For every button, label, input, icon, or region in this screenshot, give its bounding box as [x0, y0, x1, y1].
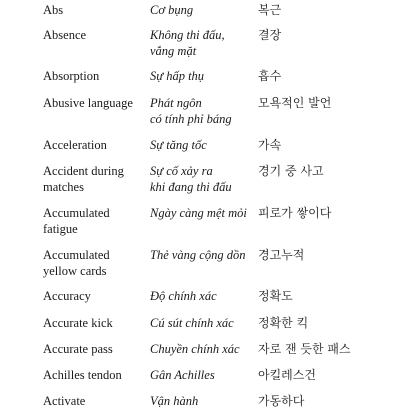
korean-term: 가속 [258, 138, 282, 152]
english-term: Accident during matches [43, 164, 124, 194]
english-term: Accurate pass [43, 342, 113, 356]
english-term: Acceleration [43, 138, 107, 152]
english-term: Absence [43, 28, 87, 42]
vietnamese-term: Gân Achilles [150, 368, 215, 382]
english-term: Accumulated yellow cards [43, 248, 110, 278]
korean-term: 흡수 [258, 69, 282, 83]
english-term: Absorption [43, 69, 100, 83]
korean-term: 결장 [258, 28, 282, 42]
korean-term: 정확도 [258, 289, 293, 303]
english-term: Accuracy [43, 289, 91, 303]
korean-term: 피로가 쌓이다 [258, 206, 332, 220]
vietnamese-term: Cú sút chính xác [150, 316, 234, 330]
vietnamese-term: Thẻ vàng cộng dồn [150, 248, 246, 262]
vietnamese-term: Ngày càng mệt mỏi [150, 206, 247, 220]
korean-term: 경고누적 [258, 248, 305, 262]
vietnamese-term: Độ chính xác [150, 289, 217, 303]
korean-term: 아킬레스건 [258, 368, 316, 382]
english-term: Accumulated fatigue [43, 206, 110, 236]
korean-term: 정확한 킥 [258, 316, 309, 330]
vietnamese-term: Sự cố xảy ra khi đang thi đấu [150, 164, 232, 194]
english-term: Abs [43, 3, 64, 17]
korean-term: 자로 잰 듯한 패스 [258, 342, 351, 356]
vietnamese-term: Cơ bụng [150, 3, 194, 17]
english-term: Abusive language [43, 96, 133, 110]
korean-term: 가동하다 [258, 394, 305, 408]
vietnamese-term: Phát ngôn có tính phỉ báng [150, 96, 232, 126]
vietnamese-term: Vận hành [150, 394, 199, 408]
vietnamese-term: Sự hấp thụ [150, 69, 205, 83]
korean-term: 복근 [258, 3, 282, 17]
english-term: Achilles tendon [43, 368, 122, 382]
vietnamese-term: Không thi đấu, vắng mặt [150, 28, 225, 58]
english-term: Accurate kick [43, 316, 113, 330]
korean-term: 모욕적인 발언 [258, 96, 332, 110]
korean-term: 경기 중 사고 [258, 164, 324, 178]
vietnamese-term: Sự tăng tốc [150, 138, 207, 152]
vietnamese-term: Chuyền chính xác [150, 342, 240, 356]
english-term: Activate [43, 394, 86, 408]
